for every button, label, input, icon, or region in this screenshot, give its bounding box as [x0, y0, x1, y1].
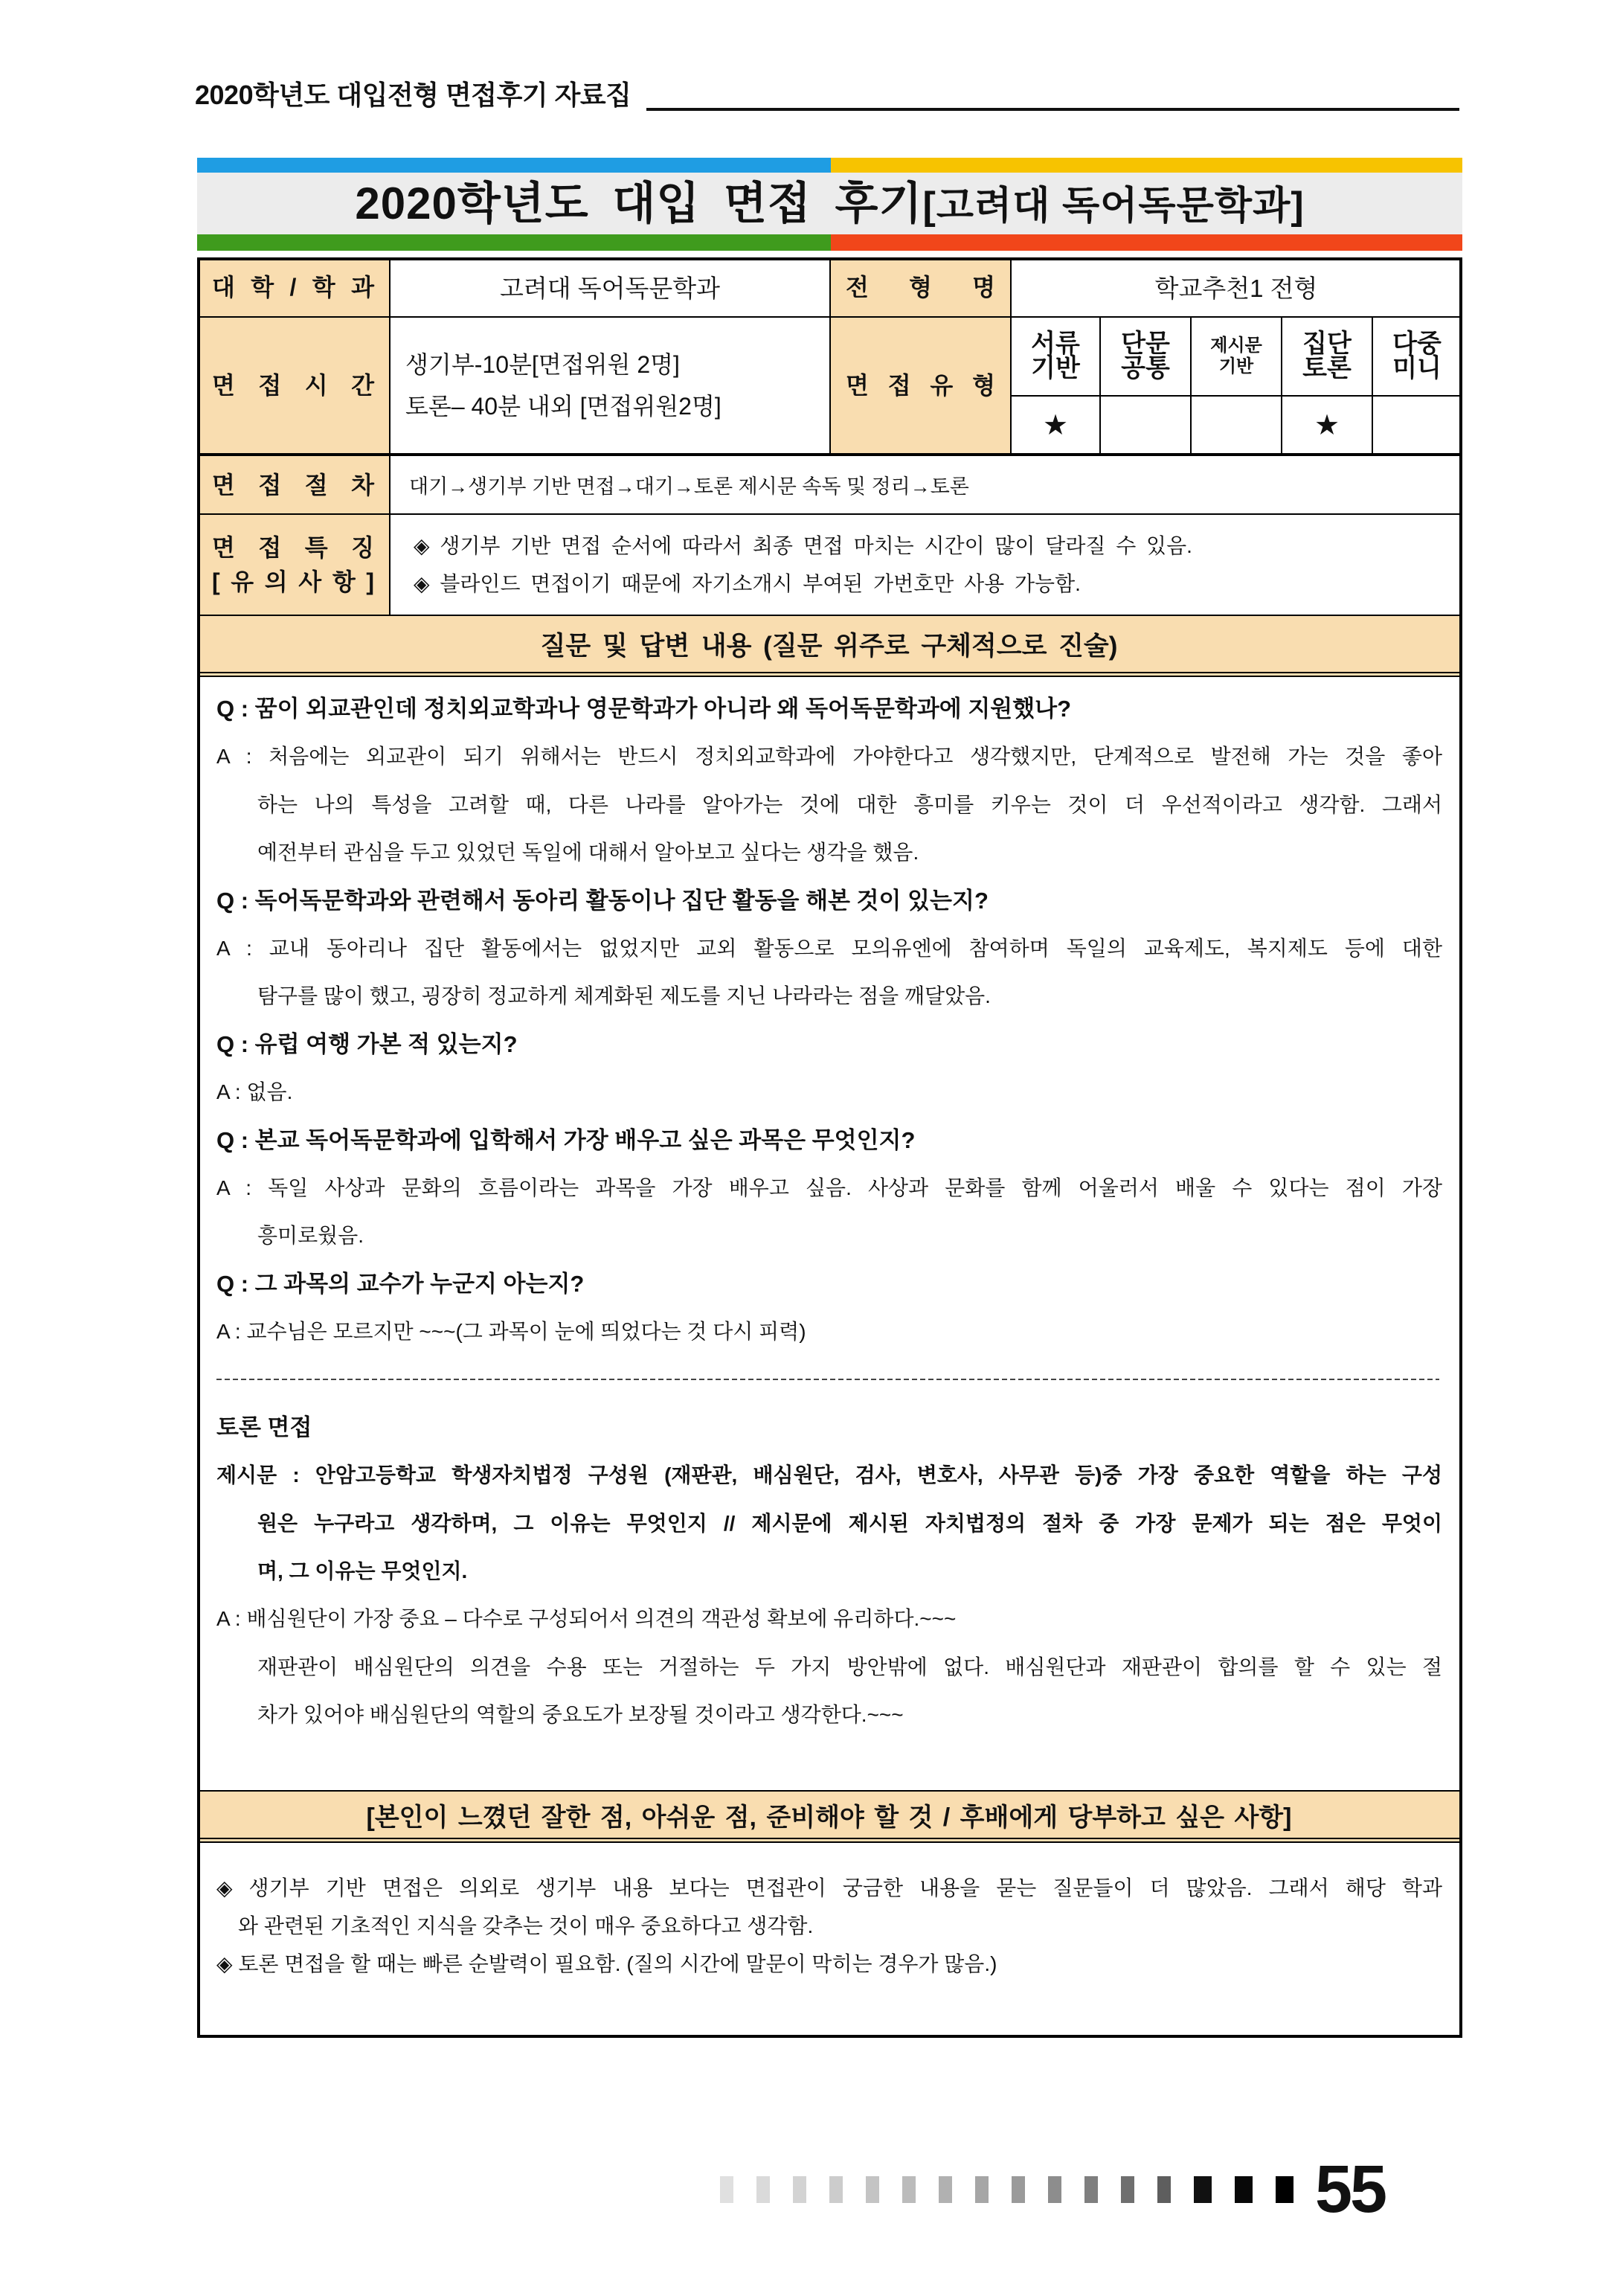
reflection-line: ◈ 생기부 기반 면접은 의외로 생기부 내용 보다는 면접관이 궁금한 내용을 묻는 질문들이 더 많았음. 그래서 해당 학과	[216, 1876, 1442, 1899]
footer-bar	[756, 2176, 770, 2203]
type-header-line: 서류	[1031, 330, 1080, 358]
footer-bar	[975, 2176, 989, 2203]
footer-bar	[866, 2176, 879, 2203]
procedure-label: 면 접 절 차	[212, 471, 374, 498]
footer-bar	[939, 2176, 952, 2203]
time-value-cell	[391, 318, 831, 455]
answer-line: 예전부터 관심을 두고 있었던 독일에 대해서 알아보고 싶다는 생각을 했음.	[257, 841, 919, 865]
footer-bar	[793, 2176, 806, 2203]
features-label-cell	[197, 515, 391, 616]
banner-stripe-top-left	[197, 158, 831, 173]
time-line-document: 생기부-10분[면접위원 2명]	[405, 351, 680, 378]
banner-title	[197, 173, 1462, 234]
university-label-cell	[197, 257, 391, 318]
answer-line: A : 교내 동아리나 집단 활동에서는 없었지만 교외 활동으로 모의유엔에 참여하며 독일의 교육제도, 복지제도 등에 대한	[216, 936, 1442, 960]
footer-bar	[1194, 2176, 1212, 2203]
features-value-cell	[391, 515, 1462, 616]
type-label: 면 접 유 형	[846, 372, 995, 399]
qa-content	[197, 677, 1462, 1792]
answer-line: 흥미로웠음.	[257, 1224, 364, 1248]
banner-stripe-bottom-left	[197, 234, 831, 251]
university-value-cell	[391, 257, 831, 318]
type-header-line: 다중	[1392, 330, 1442, 358]
header-rule	[646, 108, 1459, 111]
feature-item: ◈ 블라인드 면접이기 때문에 자기소개시 부여된 가번호만 사용 가능함.	[414, 572, 1081, 595]
type-header-line: 미니	[1392, 354, 1442, 382]
university-label: 대 학 / 학 과	[212, 273, 374, 301]
type-header-mmi	[1373, 318, 1462, 397]
footer-bar	[829, 2176, 843, 2203]
time-label-cell	[197, 318, 391, 455]
document-series-title: 2020학년도 대입전형 면접후기 자료집	[195, 80, 631, 110]
type-header-document	[1012, 318, 1101, 397]
discussion-prompt-line: 며, 그 이유는 무엇인지.	[257, 1559, 468, 1583]
time-line-discussion: 토론– 40분 내외 [면접위원2명]	[405, 393, 721, 420]
type-mark-cell	[1282, 397, 1373, 455]
answer-line: A : 독일 사상과 문화의 흐름이라는 과목을 가장 배우고 싶음. 사상과 문화를 함께 어울러서 배울 수 있다는 점이 가장	[216, 1176, 1442, 1199]
reflection-section-header	[197, 1792, 1462, 1843]
type-header-line: 집단	[1302, 330, 1352, 358]
footer-bar	[720, 2176, 733, 2203]
discussion-title: 토론 면접	[216, 1414, 312, 1440]
discussion-answer-line: 차가 있어야 배심원단의 역할의 중요도가 보장될 것이라고 생각한다.~~~	[257, 1703, 904, 1727]
footer-bar	[1048, 2176, 1061, 2203]
footer-bar	[1235, 2176, 1253, 2203]
type-mark-cell	[1192, 397, 1282, 455]
footer-bar	[1276, 2176, 1293, 2203]
university-value: 고려대 독어독문학과	[499, 275, 721, 302]
star-icon: ★	[1314, 409, 1340, 441]
type-header-line: 단문	[1121, 330, 1170, 358]
section-separator	[216, 1356, 1442, 1403]
admission-label-cell	[831, 257, 1012, 318]
type-header-group	[1282, 318, 1373, 397]
banner-title-sub: [고려대 독어독문학과]	[922, 185, 1305, 228]
qa-section-header	[197, 616, 1462, 677]
question-text: Q : 그 과목의 교수가 누군지 아는지?	[216, 1270, 585, 1297]
question-text: Q : 꿈이 외교관인데 정치외교학과나 영문학과가 아니라 왜 독어독문학과에 지원했나?	[216, 696, 1072, 722]
type-mark-cell	[1101, 397, 1192, 455]
type-mark-cell	[1373, 397, 1462, 455]
answer-line: A : 교수님은 모르지만 ~~~(그 과목이 눈에 띄었다는 것 다시 피력)	[216, 1320, 806, 1344]
footer-bar	[1121, 2176, 1134, 2203]
time-label: 면 접 시 간	[212, 372, 374, 399]
answer-line: 탐구를 많이 했고, 굉장히 정교하게 체계화된 제도를 지닌 나라라는 점을 깨달았음.	[257, 984, 991, 1008]
type-header-line: 제시문	[1210, 336, 1262, 356]
discussion-answer-line: 재판관이 배심원단의 의견을 수용 또는 거절하는 두 가지 방안밖에 없다. 배심원단과 재판관이 합의를 할 수 있는 절	[257, 1655, 1442, 1678]
type-header-prompt	[1192, 318, 1282, 397]
procedure-value-cell	[391, 455, 1462, 515]
footer-bar	[1157, 2176, 1171, 2203]
type-header-line: 기반	[1218, 356, 1254, 376]
page-number: 55	[1315, 2152, 1386, 2227]
banner-stripe-bottom-right	[831, 234, 1462, 251]
features-label: 면 접 특 징	[212, 534, 374, 561]
discussion-prompt-line: 제시문 : 안암고등학교 학생자치법정 구성원 (재판관, 배심원단, 검사, 변호사, 사무관 등)중 가장 중요한 역할을 하는 구성	[216, 1463, 1442, 1487]
question-text: Q : 본교 독어독문학과에 입학해서 가장 배우고 싶은 과목은 무엇인지?	[216, 1126, 916, 1153]
answer-line: 하는 나의 특성을 고려할 때, 다른 나라를 알아가는 것에 대한 흥미를 키우는 것이 더 우선적이라고 생각함. 그래서	[257, 792, 1442, 816]
footer-bar	[1012, 2176, 1025, 2203]
reflection-line: 와 관련된 기초적인 지식을 갖추는 것이 매우 중요하다고 생각함.	[238, 1914, 814, 1937]
type-label-cell	[831, 318, 1012, 455]
discussion-prompt-line: 원은 누구라고 생각하며, 그 이유는 무엇인지 // 제시문에 제시된 자치법정의 절차 중 가장 문제가 되는 점은 무엇이	[257, 1511, 1442, 1535]
type-header-line: 기반	[1031, 354, 1080, 382]
type-header-line: 토론	[1302, 354, 1352, 382]
dashed-rule	[216, 1379, 1439, 1380]
feature-item: ◈ 생기부 기반 면접 순서에 따라서 최종 면접 마치는 시간이 많이 달라질 수 있음.	[414, 534, 1192, 557]
procedure-label-cell	[197, 455, 391, 515]
reflection-section-title: [본인이 느꼈던 잘한 점, 아쉬운 점, 준비해야 할 것 / 후배에게 당부하고 싶은 사항]	[366, 1803, 1292, 1832]
footer-bar-strip	[720, 2176, 1293, 2203]
reflection-line: ◈ 토론 면접을 할 때는 빠른 순발력이 필요함. (질의 시간에 말문이 막히는 경우가 많음.)	[216, 1952, 997, 1975]
procedure-value: 대기→생기부 기반 면접→대기→토론 제시문 속독 및 정리→토론	[409, 475, 969, 498]
question-text: Q : 독어독문학과와 관련해서 동아리 활동이나 집단 활동을 해본 것이 있는지?	[216, 887, 989, 914]
star-icon: ★	[1042, 409, 1069, 441]
reflection-content	[197, 1843, 1462, 2038]
question-text: Q : 유럽 여행 가본 적 있는지?	[216, 1030, 518, 1057]
footer-bar	[1084, 2176, 1098, 2203]
banner-stripe-top-right	[831, 158, 1462, 173]
features-sublabel: [ 유 의 사 항 ]	[212, 568, 374, 595]
type-mark-cell	[1012, 397, 1101, 455]
admission-value-cell	[1012, 257, 1462, 318]
discussion-answer-line: A : 배심원단이 가장 중요 – 다수로 구성되어서 의견의 객관성 확보에 유리하다.~~~	[216, 1607, 957, 1631]
qa-section-title: 질문 및 답변 내용 (질문 위주로 구체적으로 진술)	[540, 631, 1118, 661]
answer-line: A : 없음.	[216, 1080, 293, 1104]
footer-bar	[902, 2176, 916, 2203]
admission-label: 전 형 명	[846, 273, 995, 301]
type-header-line: 공통	[1121, 354, 1170, 382]
type-header-short	[1101, 318, 1192, 397]
banner-title-main: 2020학년도 대입 면접 후기	[355, 179, 923, 228]
admission-value: 학교추천1 전형	[1154, 275, 1318, 302]
answer-line: A : 처음에는 외교관이 되기 위해서는 반드시 정치외교학과에 가야한다고 생각했지만, 단계적으로 발전해 가는 것을 좋아	[216, 745, 1442, 769]
